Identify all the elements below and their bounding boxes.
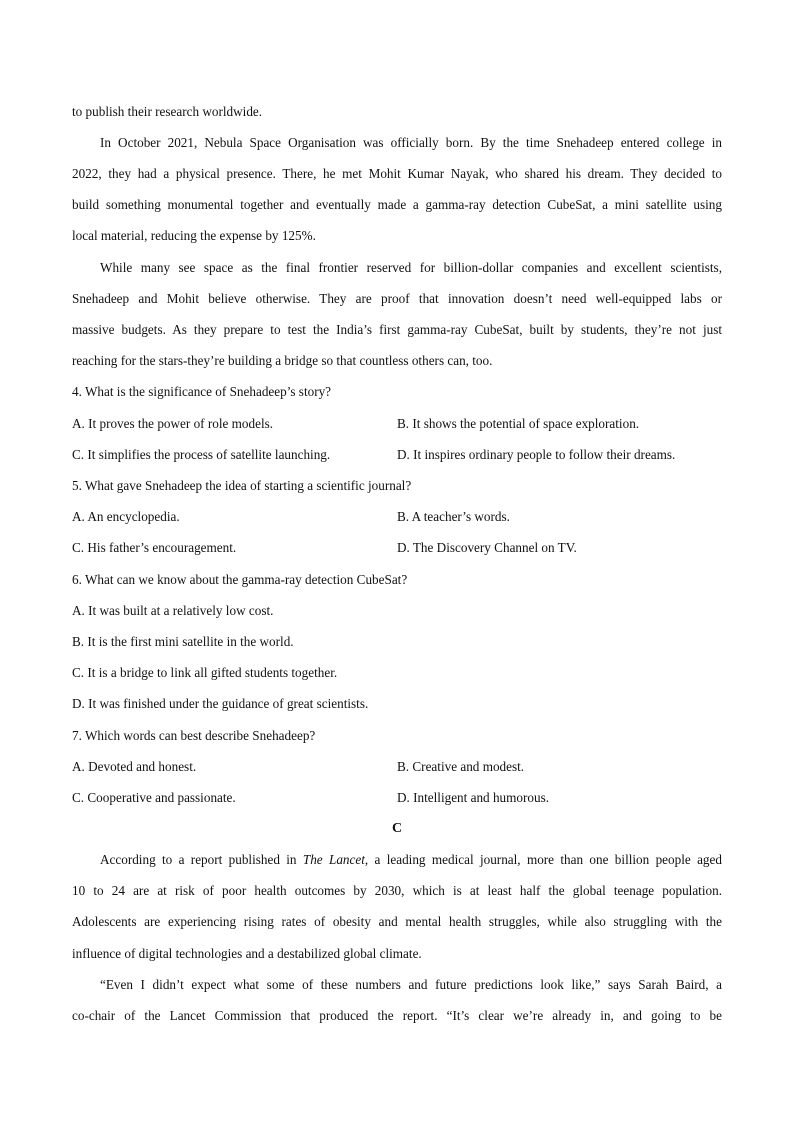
passage-b-line: to publish their research worldwide. (72, 104, 263, 119)
question-6-option-a: A. It was built at a relatively low cost. (72, 603, 274, 618)
passage-b-paragraph-2-line: While many see space as the final frontier reserved for billion-dollar companies and excellent scientists, (100, 260, 722, 275)
passage-b-paragraph-1-line: In October 2021, Nebula Space Organisation was officially born. By the time Snehadeep entered college in (100, 135, 722, 150)
section-c-paragraph-2-line: co-chair of the Lancet Commission that produced the report. “It’s clear we’re already in, and going to be (72, 1008, 722, 1023)
question-4-option-a: A. It proves the power of role models. (72, 416, 274, 431)
question-5-stem: 5. What gave Snehadeep the idea of starting a scientific journal? (72, 478, 412, 493)
question-7-stem: 7. Which words can best describe Snehadeep? (72, 728, 316, 743)
section-c-text: According to a report published in (100, 852, 303, 867)
section-c-paragraph-1-line: influence of digital technologies and a destabilized global climate. (72, 946, 422, 961)
passage-b-paragraph-2-line: massive budgets. As they prepare to test the India’s first gamma-ray CubeSat, built by students, they’re not just (72, 322, 722, 337)
question-6-stem: 6. What can we know about the gamma-ray detection CubeSat? (72, 572, 408, 587)
passage-b-paragraph-1-line: local material, reducing the expense by 125%. (72, 228, 316, 243)
question-5-option-d: D. The Discovery Channel on TV. (397, 540, 577, 555)
question-5-option-c: C. His father’s encouragement. (72, 540, 237, 555)
section-c-paragraph-1-line (100, 851, 722, 869)
journal-title: The Lancet (302, 852, 365, 867)
passage-b-paragraph-1-line: 2022, they had a physical presence. There, he met Mohit Kumar Nayak, who shared his dream. They decided to (72, 166, 722, 181)
section-c-heading: C (391, 821, 403, 836)
question-4-stem: 4. What is the significance of Snehadeep’s story? (72, 384, 332, 399)
passage-b-paragraph-2-line: reaching for the stars-they’re building a bridge so that countless others can, too. (72, 353, 493, 368)
question-4-option-c: C. It simplifies the process of satellite launching. (72, 447, 331, 462)
question-5-option-a: A. An encyclopedia. (72, 509, 180, 524)
question-7-option-d: D. Intelligent and humorous. (397, 790, 549, 805)
question-5-option-b: B. A teacher’s words. (397, 509, 510, 524)
passage-b-paragraph-1-line: build something monumental together and eventually made a gamma-ray detection CubeSat, a mini satellite using (72, 197, 722, 212)
passage-b-paragraph-2-line: Snehadeep and Mohit believe otherwise. They are proof that innovation doesn’t need well-equipped labs or (72, 291, 722, 306)
section-c-paragraph-2-line: “Even I didn’t expect what some of these numbers and future predictions look like,” says Sarah Baird, a (100, 977, 722, 992)
question-7-option-b: B. Creative and modest. (397, 759, 525, 774)
question-4-option-d: D. It inspires ordinary people to follow their dreams. (397, 447, 676, 462)
question-6-option-c: C. It is a bridge to link all gifted students together. (72, 665, 338, 680)
section-c-paragraph-1-line: Adolescents are experiencing rising rates of obesity and mental health struggles, while also struggling with the (72, 914, 722, 929)
section-c-paragraph-1-line: 10 to 24 are at risk of poor health outcomes by 2030, which is at least half the global teenage population. (72, 883, 722, 898)
question-7-option-c: C. Cooperative and passionate. (72, 790, 236, 805)
exam-page (72, 0, 722, 1123)
question-6-option-b: B. It is the first mini satellite in the world. (72, 634, 294, 649)
question-4-option-b: B. It shows the potential of space exploration. (397, 416, 640, 431)
question-7-option-a: A. Devoted and honest. (72, 759, 197, 774)
question-6-option-d: D. It was finished under the guidance of great scientists. (72, 696, 369, 711)
section-c-text: , a leading medical journal, more than one billion people aged (364, 852, 722, 867)
